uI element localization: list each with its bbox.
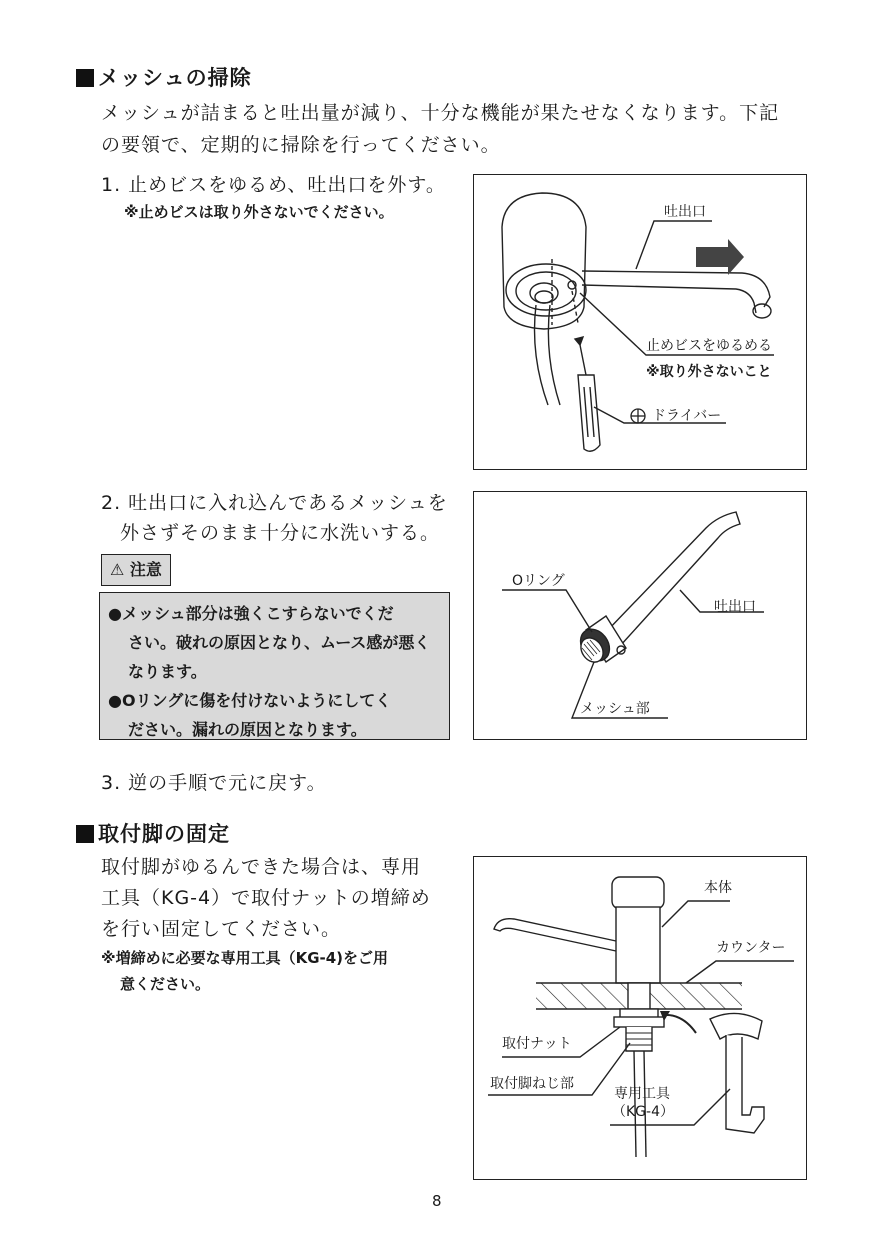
caution-tag: [101, 554, 171, 586]
figure-mesh-wash: [473, 491, 807, 740]
fig2-label-spout: 吐出口: [714, 599, 756, 615]
heading-square-icon: [76, 69, 94, 87]
figure-spout-removal: [473, 174, 807, 470]
fig3-label-counter: カウンター: [716, 940, 786, 956]
leg-note-line-2: 意ください。: [120, 975, 211, 993]
section-heading-leg-text: 取付脚の固定: [98, 822, 230, 846]
fig1-label-screw: 止めビスをゆるめる: [646, 338, 772, 354]
warning-triangle-icon: ⚠: [110, 560, 125, 579]
caution-tag-label: 注意: [129, 560, 162, 579]
caution-item-1-line-1: ●メッシュ部分は強くこすらないでくだ: [108, 604, 394, 623]
caution-item-1-line-2: さい。破れの原因となり、ムース感が悪く: [128, 633, 431, 652]
fig3-label-body: 本体: [704, 880, 732, 896]
fig1-label-spout: 吐出口: [664, 204, 706, 220]
fig1-label-driver: ドライバー: [652, 408, 722, 424]
fig3-label-tool-model: （KG-4）: [612, 1104, 674, 1120]
fig2-label-mesh: メッシュ部: [580, 701, 650, 717]
fig3-label-nut: 取付ナット: [502, 1036, 572, 1052]
step-2-line-1: 2. 吐出口に入れ込んであるメッシュを: [101, 492, 448, 514]
figure-leg-fixing-drawing: [474, 857, 806, 1179]
caution-item-1-line-3: なります。: [128, 662, 207, 681]
direction-arrow-icon: [696, 239, 744, 275]
caution-box: [99, 592, 450, 740]
section-heading-mesh: [76, 62, 252, 92]
fig1-label-screw-note: ※取り外さないこと: [646, 364, 772, 380]
leg-line-1: 取付脚がゆるんできた場合は、専用: [101, 856, 422, 878]
figure-leg-fixing: [473, 856, 807, 1180]
caution-item-2-line-1: ●Oリングに傷を付けないようにしてく: [108, 691, 392, 710]
step-1-note: ※止めビスは取り外さないでください。: [124, 203, 394, 221]
leg-note-line-1: ※増締めに必要な専用工具（KG-4)をご用: [101, 949, 389, 967]
section-heading-mesh-text: メッシュの掃除: [98, 66, 252, 90]
page-number: 8: [432, 1192, 442, 1210]
leg-line-3: を行い固定してください。: [101, 918, 342, 940]
fig3-label-thread: 取付脚ねじ部: [490, 1076, 574, 1092]
section-heading-leg: [76, 818, 230, 848]
heading-square-icon: [76, 825, 94, 843]
step-2-line-2: 外さずそのまま十分に水洗いする。: [120, 522, 441, 544]
intro-line-2: の要領で、定期的に掃除を行ってください。: [101, 134, 501, 156]
caution-item-2-line-2: ださい。漏れの原因となります。: [128, 720, 367, 739]
step-1-text: 1. 止めビスをゆるめ、吐出口を外す。: [101, 174, 446, 196]
fig3-label-tool-name: 専用工具: [614, 1086, 670, 1102]
figure-spout-removal-drawing: [474, 175, 806, 469]
intro-line-1: メッシュが詰まると吐出量が減り、十分な機能が果たせなくなります。下記: [101, 102, 780, 124]
fig2-label-oring: Oリング: [512, 573, 565, 589]
leg-line-2: 工具（KG-4）で取付ナットの増締め: [101, 887, 431, 909]
step-3-text: 3. 逆の手順で元に戻す。: [101, 772, 327, 794]
